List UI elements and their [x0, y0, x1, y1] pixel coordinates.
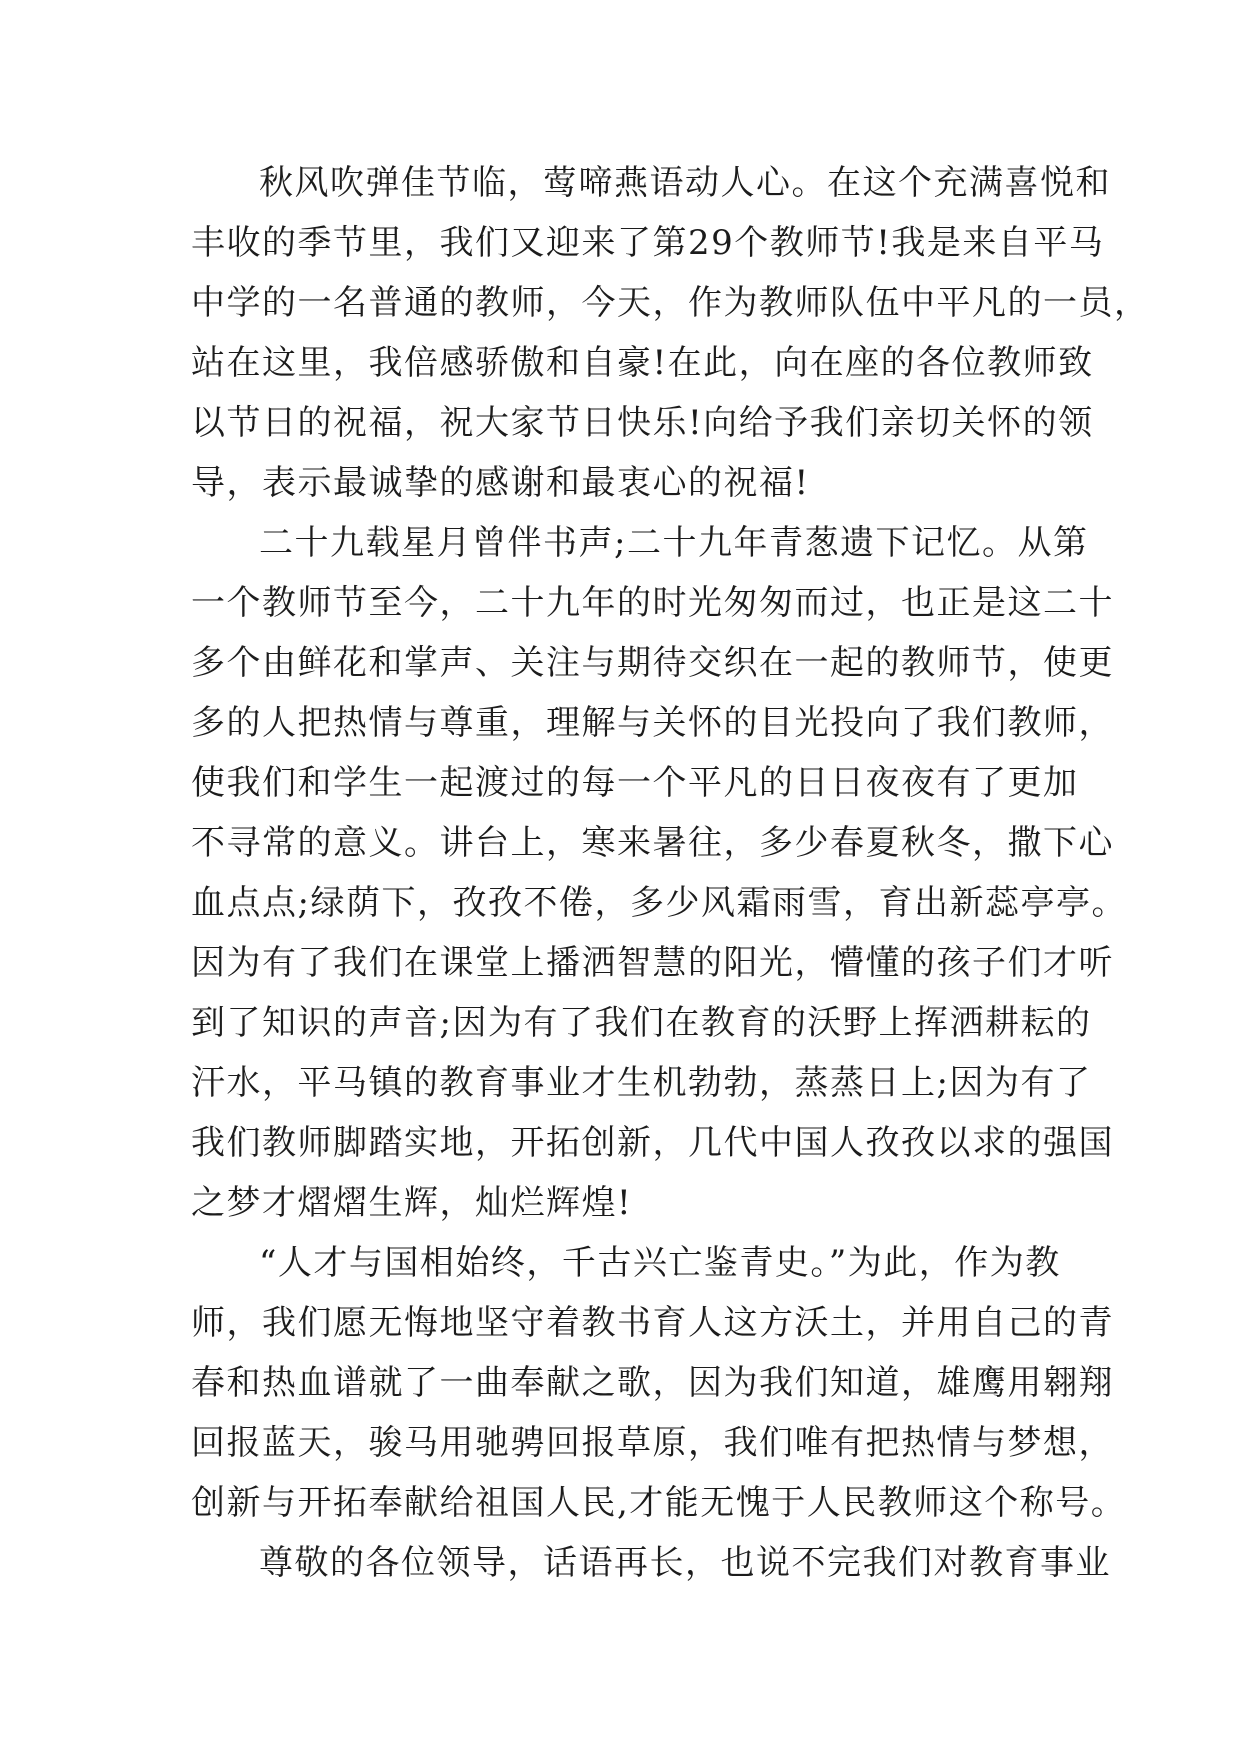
text-line: 不寻常的意义。讲台上，寒来暑往，多少春夏秋冬，撒下心 [191, 823, 1114, 863]
text-line: 血点点;绿荫下，孜孜不倦，多少风霜雨雪，育出新蕊亭亭。 [191, 883, 1127, 923]
text-line: 导，表示最诚挚的感谢和最衷心的祝福! [191, 463, 810, 503]
paragraph-2 [191, 513, 1127, 1233]
text-line: 使我们和学生一起渡过的每一个平凡的日日夜夜有了更加 [191, 763, 1079, 803]
text-line: 秋风吹弹佳节临，莺啼燕语动人心。在这个充满喜悦和 [259, 163, 1111, 203]
text-line: 汗水，平马镇的教育事业才生机勃勃，蒸蒸日上;因为有了 [191, 1063, 1092, 1103]
text-line: 因为有了我们在课堂上播洒智慧的阳光，懵懂的孩子们才听 [191, 943, 1114, 983]
text-line: 丰收的季节里，我们又迎来了第29个教师节!我是来自平马 [191, 223, 1105, 263]
text-line: 师，我们愿无悔地坚守着教书育人这方沃土，并用自己的青 [191, 1303, 1114, 1343]
text-line: 春和热血谱就了一曲奉献之歌，因为我们知道，雄鹰用翱翔 [191, 1363, 1114, 1403]
text-line: 中学的一名普通的教师，今天，作为教师队伍中平凡的一员， [191, 283, 1150, 323]
paragraph-4 [191, 1533, 1111, 1593]
text-line: 回报蓝天，骏马用驰骋回报草原，我们唯有把热情与梦想， [191, 1423, 1114, 1463]
text-line: 之梦才熠熠生辉，灿烂辉煌! [191, 1183, 633, 1223]
text-line: 多的人把热情与尊重，理解与关怀的目光投向了我们教师， [191, 703, 1114, 743]
text-line: 二十九载星月曾伴书声;二十九年青葱遗下记忆。从第 [259, 523, 1089, 563]
text-line: 以节日的祝福，祝大家节日快乐!向给予我们亲切关怀的领 [191, 403, 1094, 443]
paragraph-3 [191, 1233, 1127, 1533]
text-line: 尊敬的各位领导，话语再长，也说不完我们对教育事业 [259, 1543, 1111, 1583]
paragraph-1 [191, 153, 1150, 513]
text-line: 我们教师脚踏实地，开拓创新，几代中国人孜孜以求的强国 [191, 1123, 1114, 1163]
text-line: 站在这里，我倍感骄傲和自豪!在此，向在座的各位教师致 [191, 343, 1094, 383]
text-line: 多个由鲜花和掌声、关注与期待交织在一起的教师节，使更 [191, 643, 1114, 683]
text-line: 创新与开拓奉献给祖国人民,才能无愧于人民教师这个称号。 [191, 1483, 1127, 1523]
text-line: “人才与国相始终，千古兴亡鉴青史。”为此，作为教 [259, 1243, 1061, 1283]
text-line: 到了知识的声音;因为有了我们在教育的沃野上挥洒耕耘的 [191, 1003, 1092, 1043]
speech-body-text [191, 153, 1150, 1593]
text-line: 一个教师节至今，二十九年的时光匆匆而过，也正是这二十 [191, 583, 1114, 623]
